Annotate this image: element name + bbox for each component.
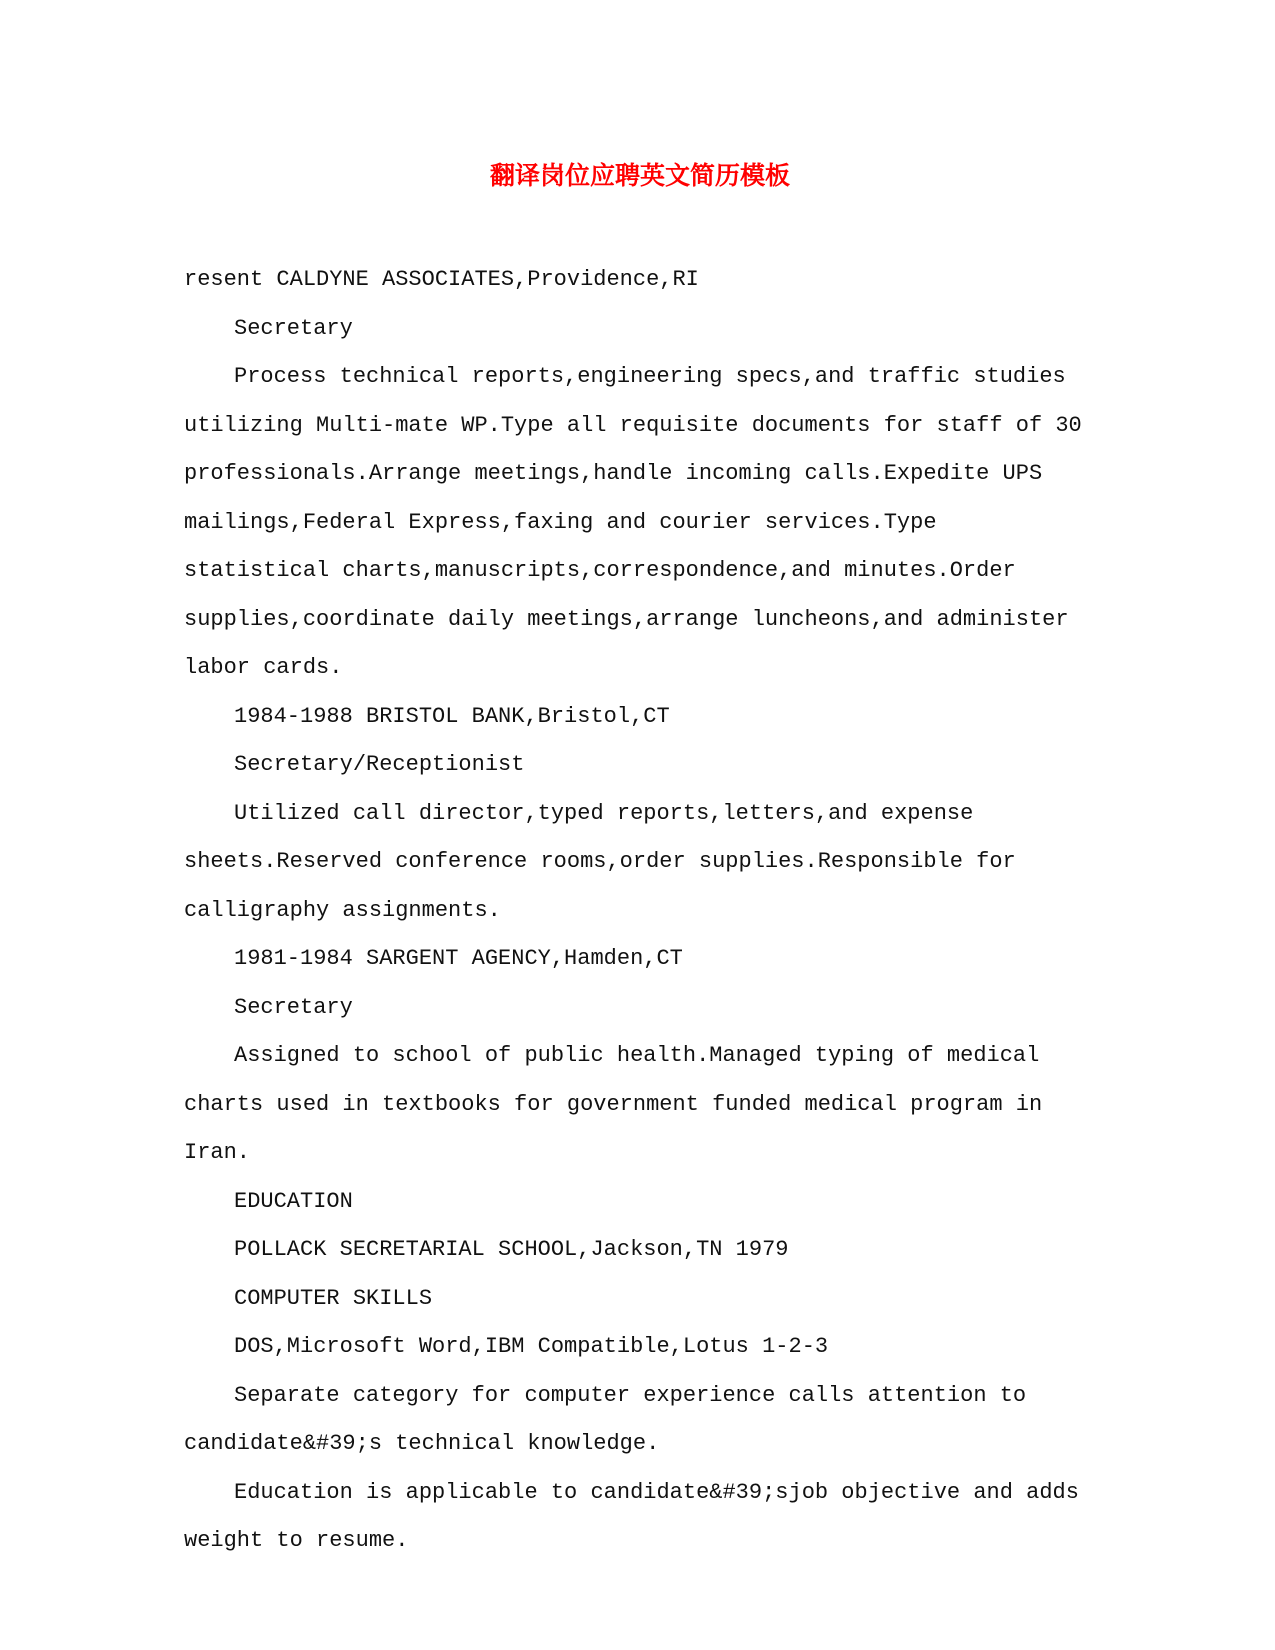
paragraph-note: Separate category for computer experience calls attention to candidate&#39;s technical knowledge.: [184, 1382, 1040, 1456]
document-body: [184, 256, 1095, 1566]
paragraph-job-description: Assigned to school of public health.Managed typing of medical charts used in textbooks for government funded medical program in Iran.: [184, 1043, 1056, 1165]
paragraph-note: Education is applicable to candidate&#39;sjob objective and adds weight to resume.: [184, 1479, 1093, 1553]
section-heading-education: EDUCATION: [234, 1188, 353, 1214]
paragraph-job-title: Secretary: [234, 315, 353, 341]
paragraph-company-caldyne: resent CALDYNE ASSOCIATES,Providence,RI: [184, 267, 699, 292]
section-heading-computer-skills: COMPUTER SKILLS: [234, 1285, 433, 1311]
paragraph-job-title: Secretary/Receptionist: [234, 752, 525, 777]
paragraph-company-sargent: 1981-1984 SARGENT AGENCY,Hamden,CT: [234, 946, 683, 971]
paragraph-job-description: Utilized call director,typed reports,letters,and expense sheets.Reserved conference rooms,order supplies.Responsible for calligraphy assignments.: [184, 800, 1029, 923]
paragraph-company-bristol: 1984-1988 BRISTOL BANK,Bristol,CT: [234, 703, 670, 729]
paragraph-job-description: Process technical reports,engineering specs,and traffic studies utilizing Multi-mate WP.Type all requisite documents for staff of 30 professionals.Arrange meetings,handle incoming calls.Expedite UPS mailings,Federal Express,faxing and courier services.Type statistical charts,manuscripts,correspondence,and minutes.Order supplies,coordinate daily meetings,arrange luncheons,and administer labor cards.: [184, 364, 1095, 680]
paragraph-job-title: Secretary: [234, 994, 353, 1020]
paragraph-school: POLLACK SECRETARIAL SCHOOL,Jackson,TN 1979: [234, 1237, 789, 1262]
document-title: 翻译岗位应聘英文简历模板: [489, 161, 790, 190]
paragraph-skills-list: DOS,Microsoft Word,IBM Compatible,Lotus 1-2-3: [234, 1334, 829, 1359]
